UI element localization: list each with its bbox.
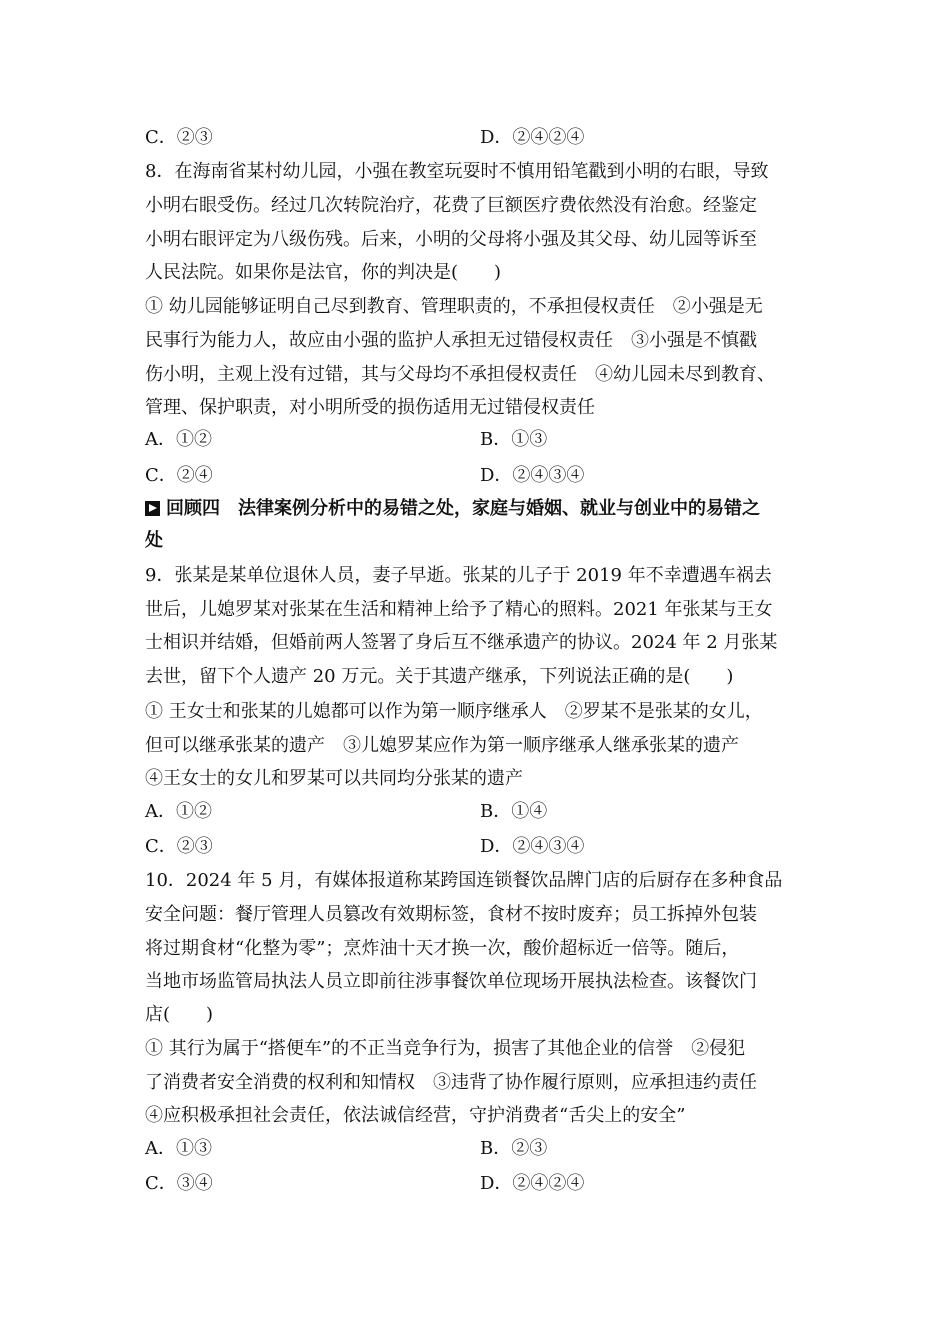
section-heading-line-2: 处 [145, 530, 163, 551]
q8-option-b: B．①③ [480, 429, 548, 450]
q7-option-d: D．②④②④ [480, 127, 585, 148]
q9-option-a: A．①② [145, 801, 212, 822]
q8-option-d: D．②④③④ [480, 465, 585, 486]
q10-stem-line-4: 当地市场监管局执法人员立即前往涉事餐饮单位现场开展执法检查。该餐饮门 [145, 971, 757, 992]
q8-stem-line-1: 8．在海南省某村幼儿园，小强在教室玩耍时不慎用铅笔戳到小明的右眼，导致 [145, 161, 769, 182]
q9-option-b: B．①④ [480, 801, 548, 822]
q10-statement-line-2: 了消费者安全消费的权利和知情权 ③违背了协作履行原则，应承担违约责任 [145, 1072, 757, 1093]
q10-option-a: A．①③ [145, 1138, 212, 1159]
section-heading [145, 497, 815, 521]
q7-option-c: C．②③ [145, 127, 213, 148]
q9-statement-line-3: ④王女士的女儿和罗某可以共同均分张某的遗产 [145, 768, 523, 789]
q8-stem-line-4: 人民法院。如果你是法官，你的判决是( ) [145, 262, 502, 283]
q9-stem-line-2: 世后，儿媳罗某对张某在生活和精神上给予了精心的照料。2021 年张某与王女 [145, 599, 773, 620]
q10-option-d: D．②④②④ [480, 1173, 585, 1194]
q10-stem-line-3: 将过期食材“化整为零”；烹炸油十天才换一次，酸价超标近一倍等。随后， [145, 938, 740, 959]
q9-statement-line-2: 但可以继承张某的遗产 ③儿媳罗某应作为第一顺序继承人继承张某的遗产 [145, 735, 739, 756]
q10-stem-line-2: 安全问题：餐厅管理人员篡改有效期标签，食材不按时废弃；员工拆掉外包装 [145, 904, 757, 925]
section-heading-text: 回顾四 法律案例分析中的易错之处，家庭与婚姻、就业与创业中的易错之 [166, 498, 760, 519]
q10-option-c: C．③④ [145, 1173, 213, 1194]
q9-stem-line-1: 9．张某是某单位退休人员，妻子早逝。张某的儿子于 2019 年不幸遭遇车祸去 [145, 565, 772, 586]
q10-stem-line-1: 10．2024 年 5 月，有媒体报道称某跨国连锁餐饮品牌门店的后厨存在多种食品 [145, 870, 783, 891]
q9-statement-line-1: ① 王女士和张某的儿媳都可以作为第一顺序继承人 ②罗某不是张某的女儿， [145, 701, 763, 722]
q8-statement-line-2: 民事行为能力人，故应由小强的监护人承担无过错侵权责任 ③小强是不慎戳 [145, 330, 757, 351]
q10-option-b: B．②③ [480, 1138, 548, 1159]
q10-stem-line-5: 店( ) [145, 1004, 214, 1025]
q8-option-a: A．①② [145, 429, 212, 450]
q10-statement-line-3: ④应积极承担社会责任，依法诚信经营，守护消费者“舌尖上的安全” [145, 1105, 686, 1126]
q8-statement-line-1: ① 幼儿园能够证明自己尽到教育、管理职责的，不承担侵权责任 ②小强是无 [145, 296, 763, 317]
q8-stem-line-2: 小明右眼受伤。经过几次转院治疗，花费了巨额医疗费依然没有治愈。经鉴定 [145, 195, 757, 216]
play-triangle-icon [145, 501, 160, 516]
q8-stem-line-3: 小明右眼评定为八级伤残。后来，小明的父母将小强及其父母、幼儿园等诉至 [145, 229, 757, 250]
q10-statement-line-1: ① 其行为属于“搭便车”的不正当竞争行为，损害了其他企业的信誉 ②侵犯 [145, 1038, 746, 1059]
q8-statement-line-3: 伤小明，主观上没有过错，其与父母均不承担侵权责任 ④幼儿园未尽到教育、 [145, 364, 775, 385]
q8-statement-line-4: 管理、保护职责，对小明所受的损伤适用无过错侵权责任 [145, 397, 595, 418]
q9-stem-line-3: 士相识并结婚，但婚前两人签署了身后互不继承遗产的协议。2024 年 2 月张某 [145, 632, 778, 653]
q9-option-c: C．②③ [145, 836, 213, 857]
q8-option-c: C．②④ [145, 465, 213, 486]
q9-option-d: D．②④③④ [480, 836, 585, 857]
q9-stem-line-4: 去世，留下个人遗产 20 万元。关于其遗产继承，下列说法正确的是( ) [145, 666, 734, 687]
